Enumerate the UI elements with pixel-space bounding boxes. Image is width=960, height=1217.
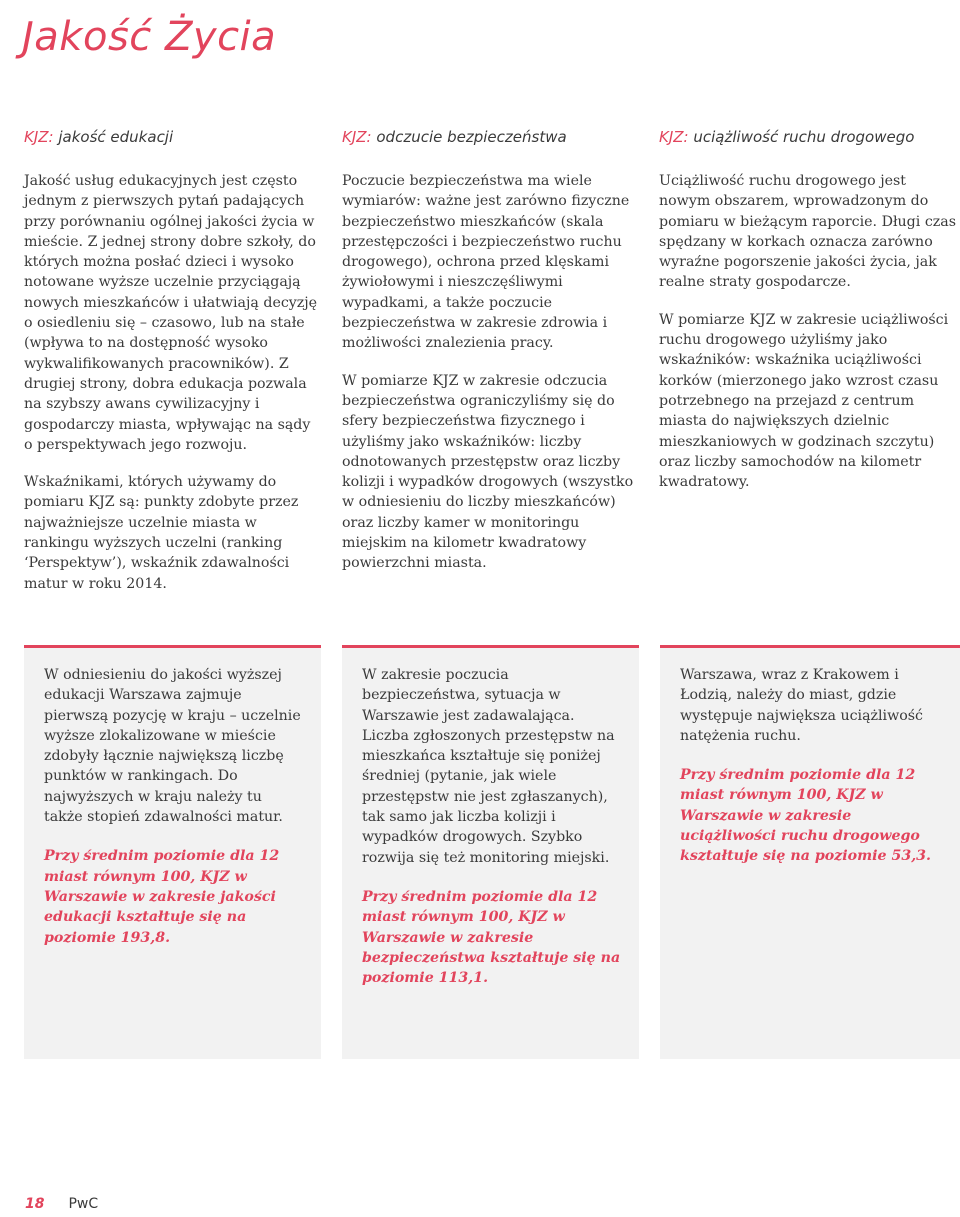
paragraph: Poczucie bezpieczeństwa ma wiele wymiarów: ważne jest zarówno fizyczne bezpieczeństwo mieszkańców (skala przestępczości i bezpieczeństwo ruchu drogowego), ochrona przed klęskami żywiołowymi i nieszczęśliwymi wypadkami, a także poczucie bezpieczeństwa w zakresie zdrowia i możliwości znalezienia pracy. — [342, 173, 630, 352]
summary-text: W zakresie poczucia bezpieczeństwa, sytuacja w Warszawie jest zadawalająca. Liczba zgłoszonych przestępstw na mieszkańca kształtuje się poniżej średniej (pytanie, jak wiele przestępstw nie jest zgłaszanych), tak samo jak liczba kolizji i wypadków drogowych. Szybko rozwija się też monitoring miejski. — [362, 667, 615, 866]
column-heading — [659, 128, 959, 146]
paragraph: W pomiarze KJZ w zakresie uciążliwości ruchu drogowego użyliśmy jako wskaźników: wskaźnika uciążliwości korków (mierzonego jako wzrost czasu potrzebnego na przejazd z centrum miasta do największych dzielnic mieszkaniowych w godzinach szczytu) oraz liczby samochodów na kilometr kwadratowy. — [659, 311, 949, 491]
summary-highlight: Przy średnim poziomie dla 12 miast równym 100, KJZ w Warszawie w zakresie bezpieczeństwa kształtuje się na poziomie 113,1. — [362, 888, 621, 987]
paragraph: W pomiarze KJZ w zakresie odczucia bezpieczeństwa ograniczyliśmy się do sfery bezpieczeństwa fizycznego i użyliśmy jako wskaźników: liczby odnotowanych przestępstw oraz liczby kolizji i wypadków drogowych (wszystko w odniesieniu do liczby mieszkańców) oraz liczby kamer w monitoringu miejskim na kilometr kwadratowy powierzchni miasta. — [342, 372, 634, 572]
column-traffic — [659, 128, 959, 509]
summary-text: Warszawa, wraz z Krakowem i Łodzią, należy do miast, gdzie występuje największa uciążliwość natężenia ruchu. — [680, 667, 923, 744]
heading-prefix: KJZ: — [659, 128, 689, 146]
summary-box-safety — [342, 645, 639, 1059]
heading-text: jakość edukacji — [58, 128, 174, 146]
heading-prefix: KJZ: — [342, 128, 372, 146]
paragraph: Uciążliwość ruchu drogowego jest nowym obszarem, wprowadzonym do pomiaru w bieżącym raporcie. Długi czas spędzany w korkach oznacza zarówno wyraźne pogorszenie jakości życia, jak realne straty gospodarcze. — [659, 173, 956, 291]
column-safety — [342, 128, 634, 591]
brand-name: PwC — [68, 1196, 99, 1212]
heading-text: uciążliwość ruchu drogowego — [693, 128, 915, 146]
paragraph: Jakość usług edukacyjnych jest często jednym z pierwszych pytań padających przy porównaniu ogólnej jakości życia w mieście. Z jednej strony dobre szkoły, do których można posłać dzieci i wysoko notowane wyższe uczelnie przyciągają nowych mieszkańców i ułatwiają decyzję o osiedleniu się – czasowo, lub na stałe (wpływa to na dostępność wysoko wykwalifikowanych pracowników). Z drugiej strony, dobra edukacja pozwala na szybszy awans cywilizacyjny i gospodarczy miasta, wpływając na sądy o perspektywach jego rozwoju. — [24, 173, 318, 453]
page-footer — [25, 1196, 98, 1212]
summary-box-traffic — [660, 645, 960, 1059]
column-heading — [342, 128, 634, 146]
column-education — [24, 128, 322, 611]
page-title: Jakość Życia — [22, 14, 277, 60]
summary-box-education — [24, 645, 321, 1059]
heading-prefix: KJZ: — [24, 128, 54, 146]
heading-text: odczucie bezpieczeństwa — [376, 128, 567, 146]
column-heading — [24, 128, 322, 146]
paragraph: Wskaźnikami, których używamy do pomiaru KJZ są: punkty zdobyte przez najważniejsze uczelnie miasta w rankingu wyższych uczelni (ranking ‘Perspektyw’), wskaźnik zdawalności matur w roku 2014. — [24, 474, 299, 592]
summary-highlight: Przy średnim poziomie dla 12 miast równym 100, KJZ w Warszawie w zakresie uciążliwości ruchu drogowego kształtuje się na poziomie 53,3. — [680, 767, 931, 865]
summary-text: W odniesieniu do jakości wyższej edukacji Warszawa zajmuje pierwszą pozycję w kraju – uczelnie wyższe zlokalizowane w mieście zdobyły łącznie największą liczbę punktów w rankingach. Do najwyższych w kraju należy tu także stopień zdawalności matur. — [44, 667, 301, 826]
summary-highlight: Przy średnim poziomie dla 12 miast równym 100, KJZ w Warszawie w zakresie jakości edukacji kształtuje się na poziomie 193,8. — [44, 848, 280, 946]
page-number: 18 — [25, 1196, 45, 1212]
